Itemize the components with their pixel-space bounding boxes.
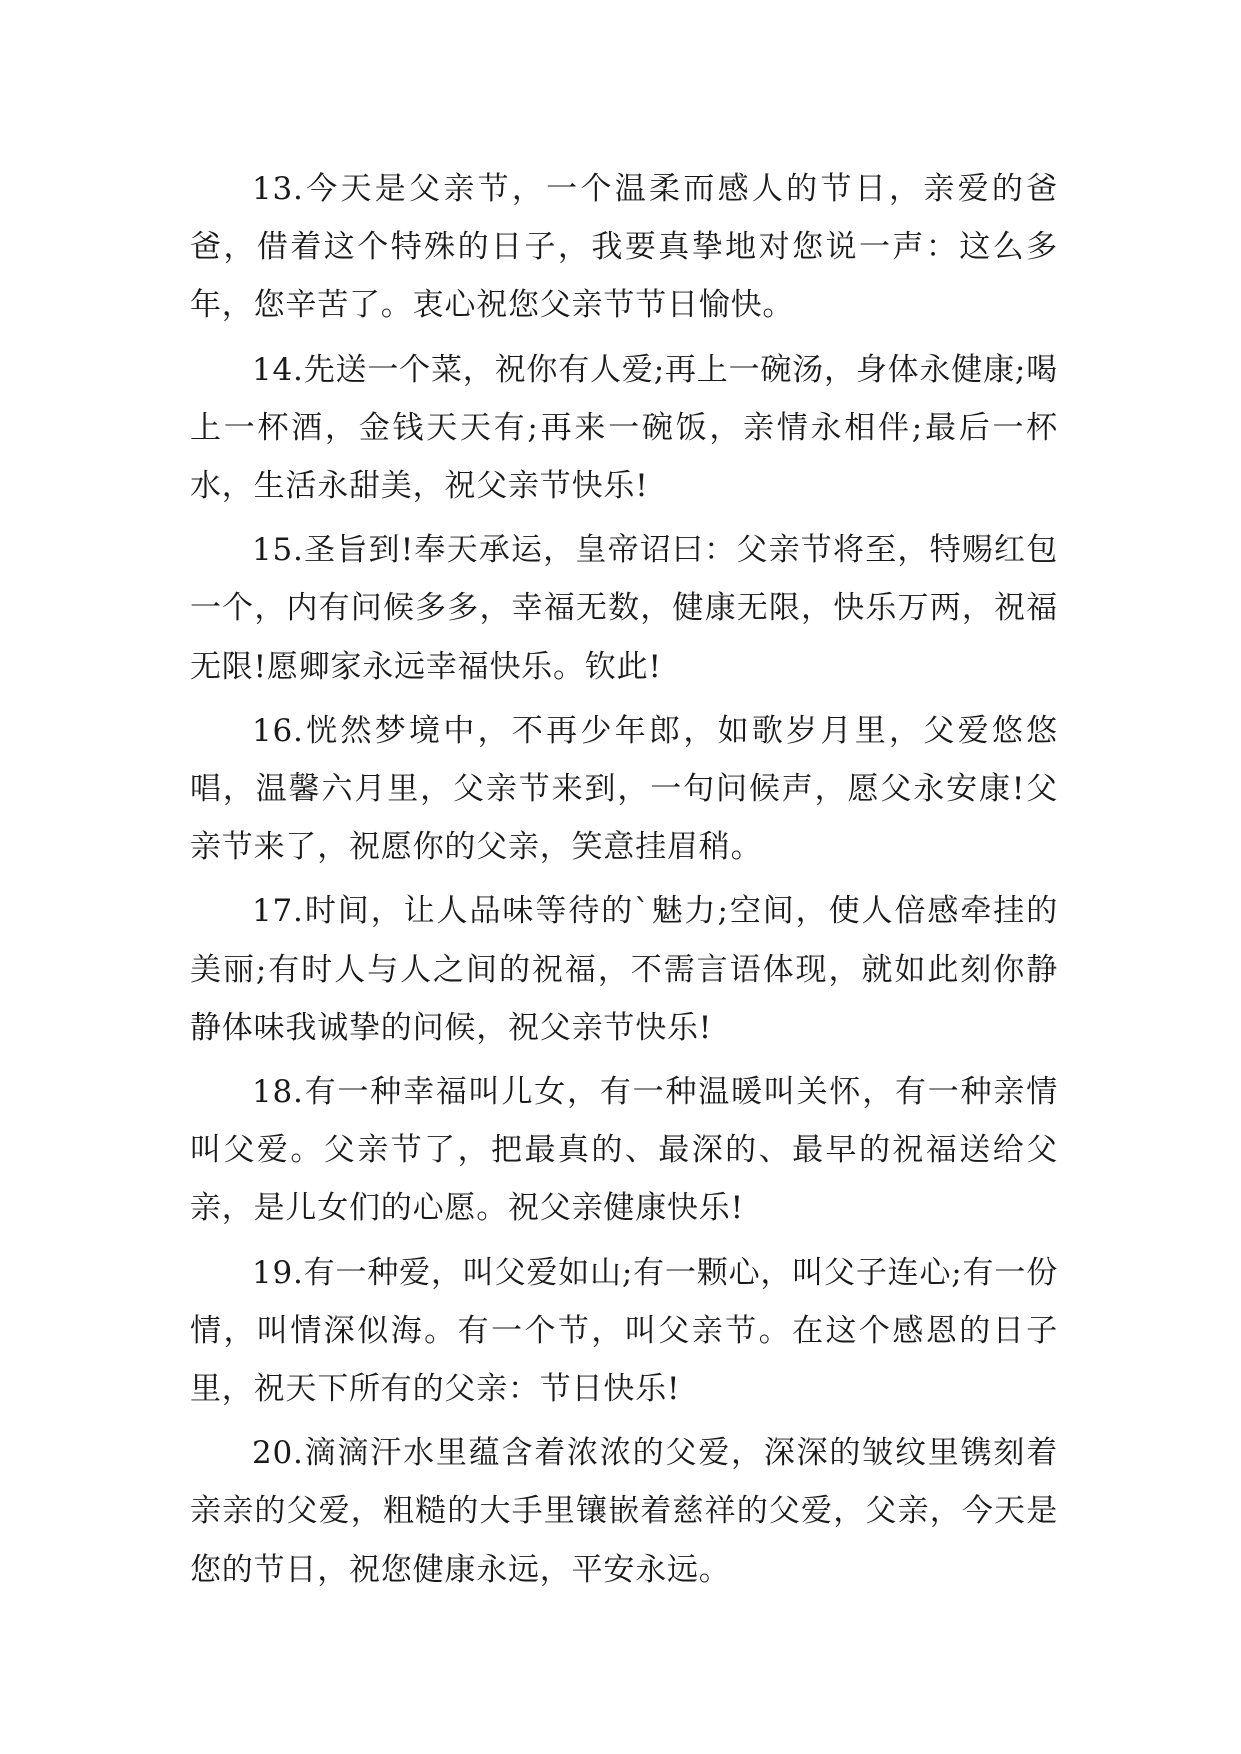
paragraph-17: 17.时间，让人品味等待的`魅力;空间，使人倍感牵挂的美丽;有时人与人之间的祝福，不需言语体现，就如此刻你静静体味我诚挚的问候，祝父亲节快乐! [190,893,1058,1046]
paragraph-18: 18.有一种幸福叫儿女，有一种温暖叫关怀，有一种亲情叫父爱。父亲节了，把最真的、最深的、最早的祝福送给父亲，是儿女们的心愿。祝父亲健康快乐! [190,1074,1058,1227]
paragraph-15: 15.圣旨到!奉天承运，皇帝诏曰：父亲节将至，特赐红包一个，内有问候多多，幸福无数，健康无限，快乐万两，祝福无限!愿卿家永远幸福快乐。钦此! [190,532,1058,685]
paragraph-19: 19.有一种爱，叫父爱如山;有一颗心，叫父子连心;有一份情，叫情深似海。有一个节，叫父亲节。在这个感恩的日子里，祝天下所有的父亲：节日快乐! [190,1254,1058,1408]
paragraph-16: 16.恍然梦境中，不再少年郎，如歌岁月里，父爱悠悠唱，温馨六月里，父亲节来到，一句问候声，愿父永安康!父亲节来了，祝愿你的父亲，笑意挂眉稍。 [190,712,1058,866]
paragraph-14: 14.先送一个菜，祝你有人爱;再上一碗汤，身体永健康;喝上一杯酒，金钱天天有;再来一碗饭，亲情永相伴;最后一杯水，生活永甜美，祝父亲节快乐! [190,351,1058,505]
document-body [190,160,1058,1605]
paragraph-20: 20.滴滴汗水里蕴含着浓浓的父爱，深深的皱纹里镌刻着亲亲的父爱，粗糙的大手里镶嵌着慈祥的父爱，父亲，今天是您的节日，祝您健康永远，平安永远。 [190,1435,1058,1588]
paragraph-13: 13.今天是父亲节，一个温柔而感人的节日，亲爱的爸爸，借着这个特殊的日子，我要真挚地对您说一声：这么多年，您辛苦了。衷心祝您父亲节节日愉快。 [190,171,1058,324]
